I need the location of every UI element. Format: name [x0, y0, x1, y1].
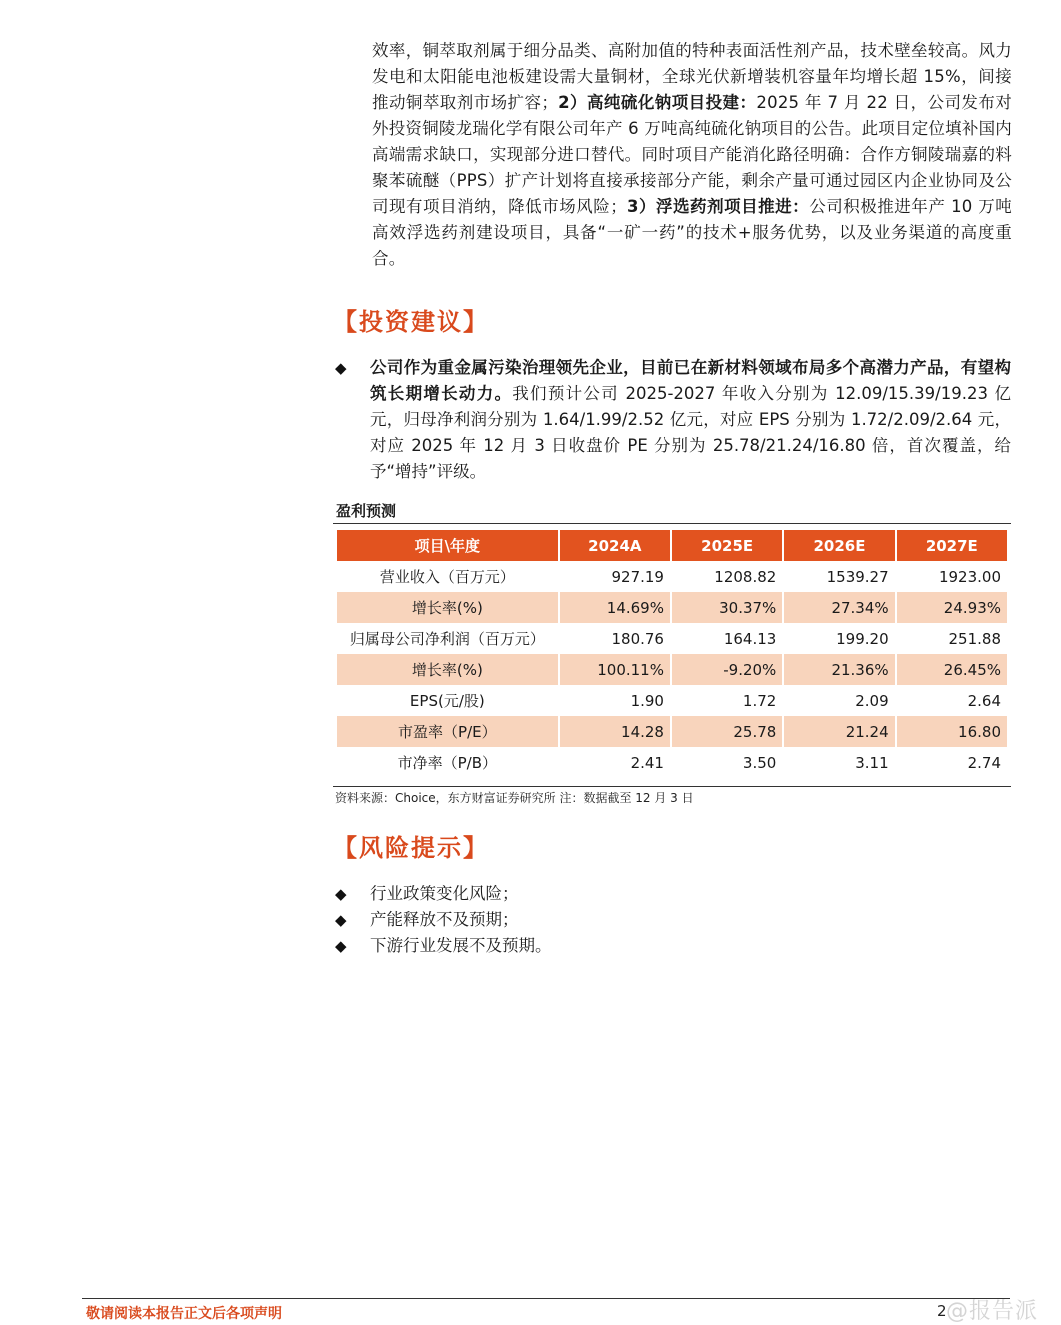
cell: 1539.27: [826, 567, 889, 586]
invest-section-title: 【投资建议】: [333, 308, 489, 336]
header-2026e: 2026E: [784, 530, 894, 561]
cell: 2.74: [967, 753, 1001, 772]
page-number: 2: [937, 1302, 947, 1320]
list-item: [335, 933, 1011, 959]
cell: 3.11: [855, 753, 889, 772]
cell: 3.50: [742, 753, 777, 772]
cell: 21.24: [784, 716, 894, 747]
cell: 1208.82: [714, 567, 777, 586]
intro-bold-1: 2）高纯硫化钠项目投建：: [558, 93, 757, 112]
footer-rule: [82, 1298, 1010, 1299]
intro-paragraph: [372, 38, 1012, 272]
invest-text: 我们预计公司 2025-2027 年收入分别为 12.09/15.39/19.23 亿元，归母净利润分别为 1.64/1.99/2.52 亿元，对应 EPS 分别为 1.72/2.09/2.64 元，对应 2025 年 12 月 3 日收盘价 PE 分别为 25.78/21.24/16.80 倍，首次覆盖，给予“增持”评级。: [370, 384, 1011, 481]
footer-disclaimer: 敬请阅读本报告正文后各项声明: [86, 1306, 282, 1322]
header-2024a: 2024A: [560, 530, 670, 561]
cell: 30.37%: [672, 592, 782, 623]
row-label: EPS(元/股): [409, 692, 485, 710]
forecast-table: [335, 530, 1009, 778]
row-label: 市净率（P/B）: [397, 754, 498, 772]
header-item: 项目\年度: [337, 530, 558, 561]
header-2025e: 2025E: [672, 530, 782, 561]
diamond-bullet-icon: ◆: [335, 911, 347, 929]
cell: 251.88: [948, 629, 1001, 648]
cell: 14.28: [560, 716, 670, 747]
diamond-bullet-icon: ◆: [335, 937, 347, 955]
cell: 2.41: [630, 753, 664, 772]
cell: 16.80: [897, 716, 1007, 747]
watermark: @报告派: [946, 1299, 1039, 1324]
risk-section-title: 【风险提示】: [333, 834, 489, 862]
risk-item: 行业政策变化风险；: [370, 884, 519, 903]
table-header-row: [337, 530, 1007, 561]
table-top-rule: [333, 523, 1011, 524]
row-label: 营业收入（百万元）: [379, 568, 515, 586]
invest-bold: 公司作为重金属污染治理领先企业，目前已在新材料领域布局多个高潜力产品，有望构筑长期增长动力。: [370, 358, 1011, 403]
table-bottom-rule: [333, 786, 1011, 787]
cell: 1.72: [742, 691, 777, 710]
table-source-note: 资料来源：Choice，东方财富证券研究所 注：数据截至 12 月 3 日: [335, 791, 694, 805]
intro-text-1: 效率，铜萃取剂属于细分品类、高附加值的特种表面活性剂产品，技术壁垒较高。风力发电和太阳能电池板建设需大量铜材，全球光伏新增装机容量年均增长超 15%，间接推动铜萃取剂市场扩容；: [372, 41, 1012, 112]
cell: 21.36%: [784, 654, 894, 685]
forecast-table-title: 盈利预测: [336, 502, 397, 520]
row-label: 增长率(%): [337, 654, 558, 685]
cell: 26.45%: [897, 654, 1007, 685]
table-row: [337, 592, 1007, 623]
cell: 24.93%: [897, 592, 1007, 623]
risk-item: 产能释放不及预期；: [370, 910, 519, 929]
row-label: 市盈率（P/E）: [337, 716, 558, 747]
cell: 180.76: [611, 629, 664, 648]
cell: 927.19: [611, 567, 664, 586]
invest-bullet-text: [370, 355, 1011, 485]
table-row: [337, 654, 1007, 685]
table-row: [337, 747, 1007, 778]
risk-list: [335, 881, 1011, 959]
risk-item: 下游行业发展不及预期。: [370, 936, 552, 955]
invest-bullet-row: [335, 355, 1011, 485]
diamond-bullet-icon: ◆: [335, 885, 347, 903]
cell: 2.09: [855, 691, 889, 710]
header-2027e: 2027E: [897, 530, 1007, 561]
invest-bullet: [335, 355, 1011, 485]
cell: 164.13: [723, 629, 777, 648]
table-row: [337, 716, 1007, 747]
cell: 14.69%: [560, 592, 670, 623]
intro-bold-2: 3）浮选药剂项目推进：: [626, 197, 810, 216]
intro-text-2: 2025 年 7 月 22 日，公司发布对外投资铜陵龙瑞化学有限公司年产 6 万吨高纯硫化钠项目的公告。此项目定位填补国内高端需求缺口，实现部分进口替代。同时项目产能消化路径明确：合作方铜陵瑞嘉的料聚苯硫醚（PPS）扩产计划将直接承接部分产能，剩余产量可通过园区内企业协同及公司现有项目消纳，降低市场风险；: [372, 93, 1012, 216]
cell: 2.64: [967, 691, 1001, 710]
row-label: 归属母公司净利润（百万元）: [349, 630, 545, 648]
list-item: [335, 881, 1011, 907]
diamond-bullet-icon: ◆: [335, 359, 347, 377]
cell: 1.90: [630, 691, 664, 710]
list-item: [335, 907, 1011, 933]
cell: -9.20%: [672, 654, 782, 685]
cell: 199.20: [836, 629, 889, 648]
cell: 1923.00: [938, 567, 1001, 586]
cell: 25.78: [672, 716, 782, 747]
row-label: 增长率(%): [337, 592, 558, 623]
intro-text-3: 公司积极推进年产 10 万吨高效浮选药剂建设项目，具备“一矿一药”的技术+服务优势，以及业务渠道的高度重合。: [372, 197, 1012, 268]
cell: 100.11%: [560, 654, 670, 685]
table-row: [337, 623, 1007, 654]
table-row: [337, 685, 1007, 716]
cell: 27.34%: [784, 592, 894, 623]
table-row: [337, 561, 1007, 592]
